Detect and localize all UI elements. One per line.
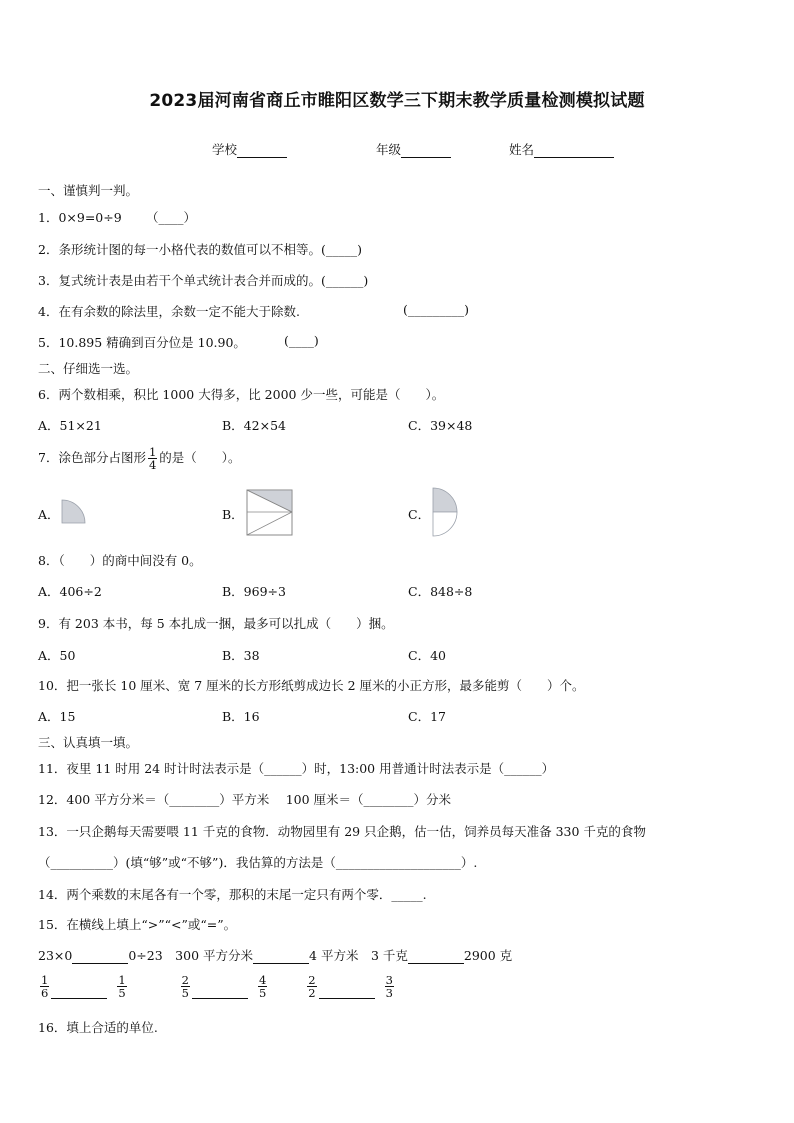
- grade-field: 年级: [376, 140, 451, 158]
- question-14: 14．两个乘数的末尾各有一个零，那积的末尾一定只有两个零．_____.: [38, 887, 427, 902]
- q15-fraction: $\frac{1}{5}$: [118, 973, 126, 1000]
- question-3: 3．复式统计表是由若干个单式统计表合并而成的。(______): [38, 273, 369, 288]
- q8-option-c[interactable]: C．848÷8: [408, 584, 473, 599]
- q9-option-b[interactable]: B．38: [222, 648, 260, 663]
- q15-blank-3[interactable]: [408, 951, 464, 964]
- question-15-row-2: [38, 974, 396, 999]
- q15-fraction: $\frac{1}{6}$: [41, 973, 49, 1000]
- q8-option-b[interactable]: B．969÷3: [222, 584, 286, 599]
- question-1: 1．0×9=0÷9: [38, 210, 122, 225]
- question-6: 6．两个数相乘，积比 1000 大得多，比 2000 少一些，可能是（ ）。: [38, 387, 445, 402]
- q7-option-c[interactable]: C．: [408, 507, 431, 522]
- q15-fraction: $\frac{2}{5}$: [181, 973, 189, 1000]
- q6-option-a[interactable]: A．51×21: [38, 418, 102, 433]
- question-9: 9．有 203 本书，每 5 本扎成一捆，最多可以扎成（ ）捆。: [38, 616, 394, 631]
- school-field: 学校: [212, 140, 287, 158]
- q10-option-c[interactable]: C．17: [408, 709, 446, 724]
- student-info: [0, 140, 794, 160]
- q15-blank-1[interactable]: [72, 951, 128, 964]
- q7-figure-a-quarter-circle: [60, 498, 90, 526]
- question-13-line-1: 13．一只企鹅每天需要喂 11 千克的食物．动物园里有 29 只企鹅，估一估，饲养员每天准备 330 千克的食物: [38, 824, 646, 839]
- section-2-heading: 二、仔细选一选。: [38, 361, 139, 376]
- q7-option-a[interactable]: A．: [38, 507, 60, 522]
- q15-fraction: $\frac{2}{2}$: [308, 973, 316, 1000]
- q9-option-c[interactable]: C．40: [408, 648, 446, 663]
- q15-fraction: $\frac{3}{3}$: [385, 973, 393, 1000]
- name-field: 姓名: [509, 140, 614, 158]
- question-1-answer[interactable]: （____）: [146, 210, 197, 225]
- q7-fraction: $\frac{1}{4}$: [148, 445, 157, 472]
- q15-blank-4[interactable]: [51, 986, 107, 999]
- q7-option-b[interactable]: B．: [222, 507, 244, 522]
- q9-option-a[interactable]: A．50: [38, 648, 76, 663]
- name-blank[interactable]: [534, 144, 614, 158]
- question-4: 4．在有余数的除法里，余数一定不能大于除数.: [38, 304, 300, 319]
- question-13-line-2: （__________）(填“够”或“不够”)．我估算的方法是（____________________）.: [38, 855, 478, 870]
- section-1-heading: 一、谨慎判一判。: [38, 183, 139, 198]
- q15-blank-5[interactable]: [192, 986, 248, 999]
- q7-figure-c-semicircle: [430, 486, 460, 538]
- section-3-heading: 三、认真填一填。: [38, 735, 139, 750]
- question-11: 11．夜里 11 时用 24 时计时法表示是（______）时，13:00 用普通计时法表示是（______）: [38, 761, 555, 776]
- q6-option-c[interactable]: C．39×48: [408, 418, 473, 433]
- q10-option-a[interactable]: A．15: [38, 709, 76, 724]
- question-7: 7．涂色部分占图形 $\frac{1}{4}$ 的是（ ）。: [38, 445, 241, 472]
- question-15-row-1: 23×0 0÷23 300 平方分米 4 平方米 3 千克 2900 克: [38, 948, 513, 963]
- q6-option-b[interactable]: B．42×54: [222, 418, 286, 433]
- question-8: 8．（ ）的商中间没有 0。: [38, 553, 202, 568]
- q15-blank-2[interactable]: [253, 951, 309, 964]
- q15-blank-6[interactable]: [319, 986, 375, 999]
- question-12: 12．400 平方分米＝（________）平方米 100 厘米＝（________）分米: [38, 792, 452, 807]
- q10-option-b[interactable]: B．16: [222, 709, 260, 724]
- q15-fraction: $\frac{4}{5}$: [258, 973, 267, 1000]
- question-4-answer[interactable]: (_________): [403, 302, 470, 317]
- question-2: 2．条形统计图的每一小格代表的数值可以不相等。(_____): [38, 242, 362, 257]
- question-5-answer[interactable]: (____): [284, 333, 319, 348]
- question-5: 5．10.895 精确到百分位是 10.90。: [38, 335, 246, 350]
- school-blank[interactable]: [237, 144, 287, 158]
- q8-option-a[interactable]: A．406÷2: [38, 584, 102, 599]
- grade-blank[interactable]: [401, 144, 451, 158]
- page-title: 2023届河南省商丘市睢阳区数学三下期末教学质量检测模拟试题: [149, 91, 645, 111]
- question-16: 16．填上合适的单位.: [38, 1020, 158, 1035]
- q7-figure-b-divided-square: [246, 489, 294, 537]
- question-15: 15．在横线上填上“>”“<”或“=”。: [38, 917, 237, 932]
- question-10: 10．把一张长 10 厘米、宽 7 厘米的长方形纸剪成边长 2 厘米的小正方形，最多能剪（ ）个。: [38, 678, 585, 693]
